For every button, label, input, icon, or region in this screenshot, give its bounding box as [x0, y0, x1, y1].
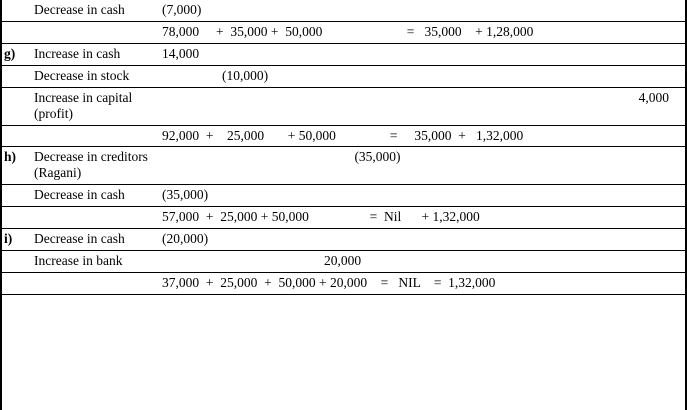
row-tag — [0, 185, 30, 207]
row-total-amounts: 37,000 + 25,000 + 50,000 + 20,000 = NIL = 1,32,000 — [158, 272, 687, 294]
table-row-total — [0, 207, 687, 229]
row-tag — [0, 65, 30, 87]
row-amount: (35,000) — [354, 149, 401, 165]
table-row — [0, 65, 687, 87]
row-tag: h) — [4, 149, 17, 165]
table-row — [0, 147, 687, 185]
table-row — [0, 229, 687, 251]
row-tag — [0, 87, 30, 125]
row-amount: (35,000) — [158, 185, 687, 207]
table-row — [0, 87, 687, 125]
row-label: Decrease in creditors (Ragani) — [34, 149, 148, 181]
row-amount: 4,000 — [158, 87, 687, 125]
row-label: Decrease in stock — [30, 65, 158, 87]
sheet-left-border — [0, 0, 2, 410]
row-label — [30, 272, 158, 294]
table-row-total — [0, 272, 687, 294]
table-row — [0, 185, 687, 207]
row-amount: (10,000) — [158, 65, 687, 87]
row-label: Decrease in cash — [34, 231, 125, 247]
table-row-total — [0, 125, 687, 147]
row-tag: g) — [4, 45, 16, 61]
row-tag: i) — [4, 231, 13, 247]
table-row — [0, 0, 687, 21]
row-total-amounts: 92,000 + 25,000 + 50,000 = 35,000 + 1,32,000 — [158, 125, 687, 147]
row-label: Increase in bank — [30, 251, 158, 273]
row-tag — [0, 0, 30, 21]
table-row — [0, 43, 687, 65]
table-row-total — [0, 21, 687, 43]
row-label — [30, 207, 158, 229]
row-label: Decrease in cash — [34, 2, 125, 17]
row-total-amounts: 57,000 + 25,000 + 50,000 = Nil + 1,32,000 — [158, 207, 687, 229]
row-total-amounts: 78,000 + 35,000 + 50,000 = 35,000 + 1,28,000 — [158, 21, 687, 43]
row-tag — [0, 207, 30, 229]
row-label: Decrease in cash — [30, 185, 158, 207]
row-tag — [0, 125, 30, 147]
row-label: Increase in capital (profit) — [30, 87, 158, 125]
row-tag — [0, 272, 30, 294]
row-tag — [0, 251, 30, 273]
row-label — [30, 21, 158, 43]
row-amount: (20,000) — [162, 231, 209, 247]
row-tag — [0, 21, 30, 43]
row-label — [30, 125, 158, 147]
row-amount: 14,000 — [162, 45, 200, 61]
row-label: Increase in cash — [34, 45, 121, 61]
row-amount: 20,000 — [158, 251, 687, 273]
row-amount: (7,000) — [162, 2, 202, 17]
table-row — [0, 251, 687, 273]
